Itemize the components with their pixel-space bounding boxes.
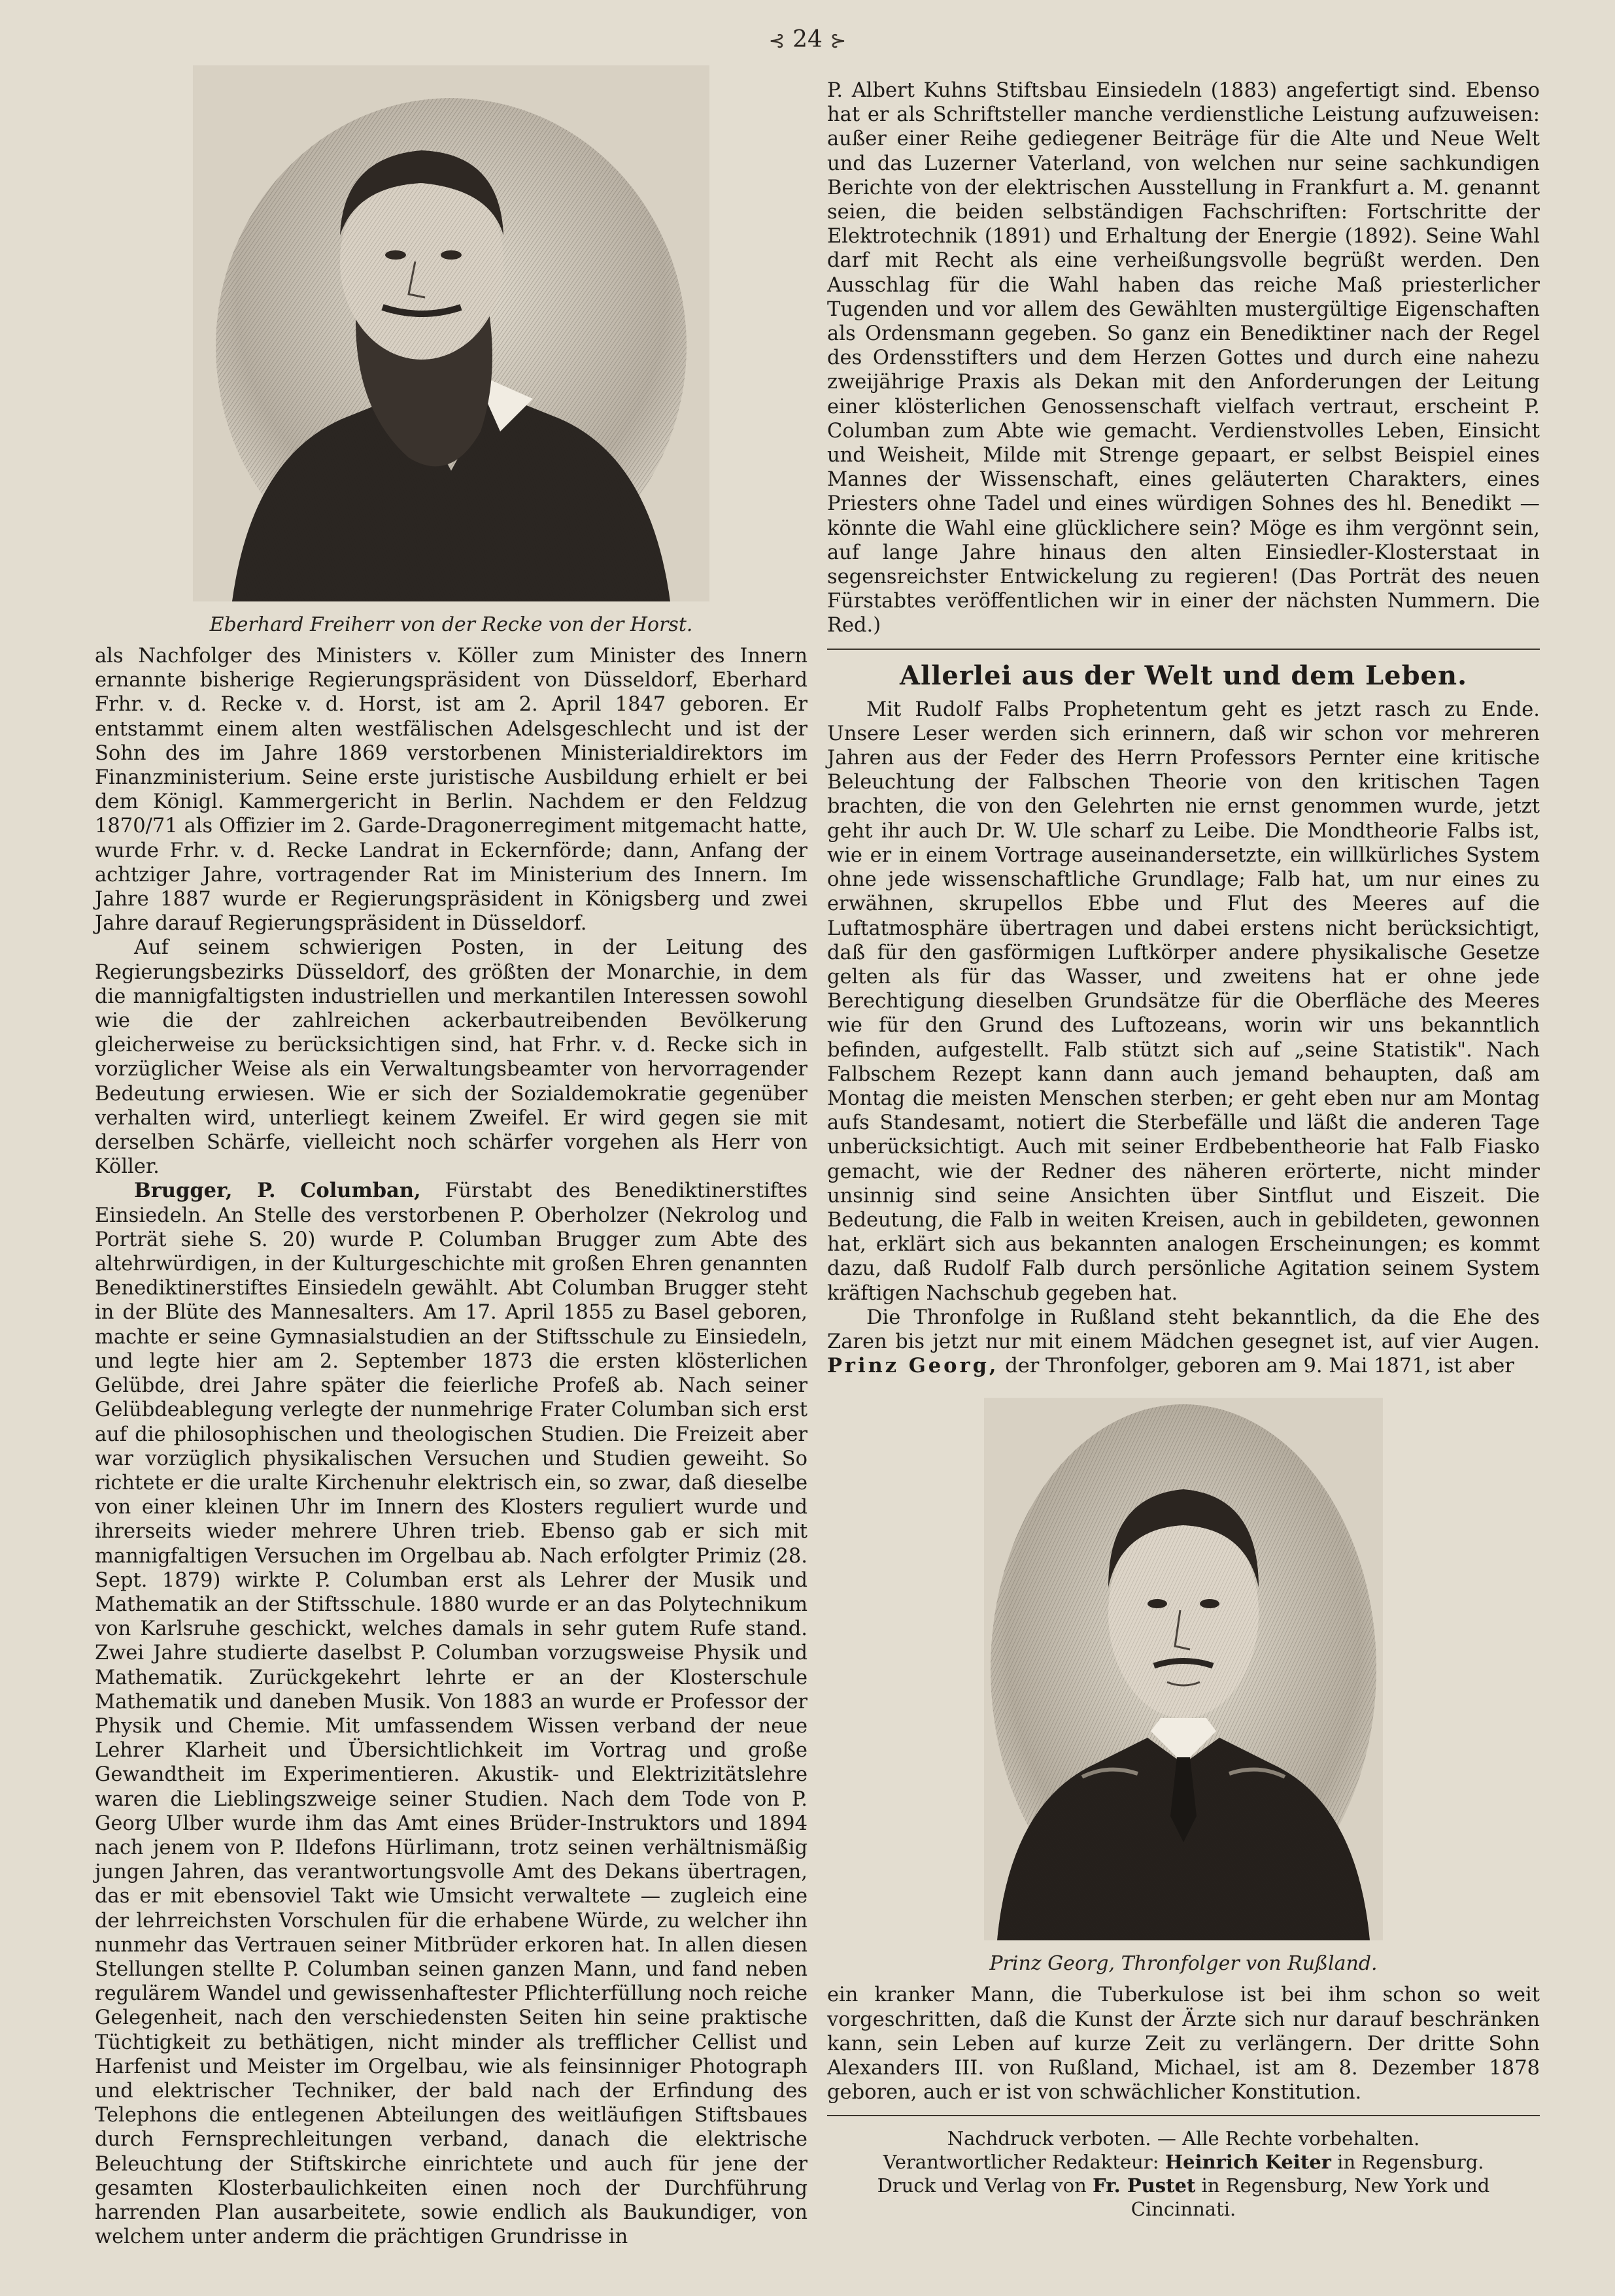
page-number-text: 24 [792,26,823,53]
imprint-line-3 [827,2174,1540,2221]
imprint-editor-place: in Regensburg. [1331,2151,1484,2174]
left-column [95,65,808,2249]
imprint-line-1: Nachdruck verboten. — Alle Rechte vorbehalten. [947,2127,1420,2150]
imprint-publisher-places: in Regensburg, New York und Cincinnati. [1130,2174,1490,2221]
article-thronfolge-a: Die Thronfolge in Rußland steht bekanntlich, da die Ehe des Zaren bis jetzt nur mit einem Mädchen gesegnet ist, auf vier Augen. [827,1306,1540,1353]
section-title: Allerlei aus der Welt und dem Leben. [899,660,1467,691]
portrait-prinz-georg [984,1398,1383,1940]
article-falb: Mit Rudolf Falbs Prophetentum geht es jetzt rasch zu Ende. Unsere Leser werden sich erinnern, daß wir schon vor mehreren Jahren aus der Feder des Herrn Professors Pernter eine kritische Beleuchtung der Falbschen Theorie von den kritischen Tagen brachten, die von den Gelehrten nie ernst genommen wurde, jetzt geht ihr auch Dr. W. Ule scharf zu Leibe. Die Mondtheorie Falbs ist, wie er in einem Vortrage auseinandersetzte, ein willkürliches System ohne jede wissenschaftliche Grundlage; Falb hat, um nur eines zu erwähnen, skrupellos Ebbe und Flut des Meeres auf die Luftatmosphäre übertragen und dabei erstens nicht berücksichtigt, daß für den gasförmigen Luftkörper andere physikalische Gesetze gelten als für das Wasser, und zweitens hat er ohne jede Berechtigung dieselben Grundsätze für die Oberfläche des Meeres wie für den Grund des Luftozeans, worin wir uns bekanntlich befinden, aufgestellt. Falb stützt sich auf „seine Statistik". Nach Falbschem Rezept kann dann auch jemand behaupten, daß am Montag die meisten Menschen sterben; er geht eben nur am Montag aufs Standesamt, notiert die Sterbefälle und läßt die anderen Tage unberücksichtigt. Auch mit seiner Erdbebentheorie hat Falb Fiasko gemacht, wie der Redner des näheren erörterte, nicht minder unsinnig sind seine Ansichten über Sintflut und Eiszeit. Die Bedeutung, die Falb in weiten Kreisen, auch in gebildeten, gewonnen hat, erklärt sich aus bekannten analogen Erscheinungen; es kommt dazu, daß Rudolf Falb durch persönliche Agitation seinem System kräftigen Nachschub gegeben hat. [827,698,1540,1305]
imprint-editor-name: Heinrich Keiter [1164,2151,1331,2174]
article-thronfolge-b: der Thronfolger, geboren am 9. Mai 1871, ist aber [998,1355,1514,1378]
section-divider [827,649,1540,650]
article-brugger [95,1179,808,2249]
imprint-publisher-label: Druck und Verlag von [877,2174,1093,2197]
portrait-recke-engraving [193,65,709,601]
article-recke-para-2: Auf seinem schwierigen Posten, in der Leitung des Regierungsbezirks Düsseldorf, des größten der Monarchie, in dem die mannigfaltigsten industriellen und merkantilen Interessen sowohl wie die der zahlreichen ackerbautreibenden Bevölkerung gleicherweise zu berücksichtigen sind, hat Frhr. v. d. Recke sich in vorzüglicher Weise als ein Verwaltungsbeamter von hervorragender Bedeutung erwiesen. Wie er sich der Sozialdemokratie gegenüber verhalten wird, unterliegt keinem Zweifel. Er wird gegen sie mit derselben Schärfe, vielleicht noch schärfer vorgehen als Herr von Köller. [95,936,808,1179]
ornament-left: ⊰ [768,29,785,52]
caption-prinz-georg: Prinz Georg, Thronfolger von Rußland. [989,1952,1378,1976]
portrait-recke [193,65,709,601]
article-brugger-lead: Brugger, P. Columban, [134,1179,421,1203]
imprint-line-2 [827,2150,1540,2174]
imprint-publisher-name: Fr. Pustet [1092,2174,1196,2197]
ornament-right: ⊱ [830,29,847,52]
footer-divider [827,2115,1540,2116]
portrait-georg-engraving [984,1398,1383,1940]
right-column [827,78,1540,2221]
article-recke-para-1: als Nachfolger des Ministers v. Köller zum Minister des Innern ernannte bisherige Regierungspräsident von Düsseldorf, Eberhard Frhr. v. d. Recke v. d. Horst, ist am 2. April 1847 geboren. Er entstammt einem alten westfälischen Adelsgeschlecht und ist der Sohn des im Jahre 1869 verstorbenen Ministerialdirektors im Finanzministerium. Seine erste juristische Ausbildung erhielt er bei dem Königl. Kammergericht in Berlin. Nachdem er den Feldzug 1870/71 als Offizier im 2. Garde-Dragonerregiment mitgemacht hatte, wurde Frhr. v. d. Recke Landrat in Eckernförde; dann, Anfang der achtziger Jahre, vortragender Rat im Ministerium des Innern. Im Jahre 1887 wurde er Regierungspräsident in Königsberg und zwei Jahre darauf Regierungspräsident in Düsseldorf. [95,645,808,936]
article-thronfolge-name: Prinz Georg, [827,1354,999,1378]
imprint-editor-label: Verantwortlicher Redakteur: [883,2151,1165,2174]
page-number [719,26,896,53]
imprint [827,2127,1540,2221]
article-thronfolge [827,1306,1540,1379]
caption-recke: Eberhard Freiherr von der Recke von der Horst. [209,613,693,636]
article-brugger-continued: P. Albert Kuhns Stiftsbau Einsiedeln (1883) angefertigt sind. Ebenso hat er als Schriftsteller manche verdienstliche Leistung aufzuweisen: außer einer Reihe gediegener Beiträge für die Alte und Neue Welt und das Luzerner Vaterland, von welchen nur seine sachkundigen Berichte von der elektrischen Ausstellung in Frankfurt a. M. genannt seien, die beiden selbständigen Fachschriften: Fortschritte der Elektrotechnik (1891) und Erhaltung der Energie (1892). Seine Wahl darf mit Recht als eine verheißungsvolle begrüßt werden. Den Ausschlag für die Wahl haben das reiche Maß priesterlicher Tugenden und vor allem des Gewählten mustergültige Eigenschaften als Ordensmann gegeben. So ganz ein Benediktiner nach der Regel des Ordensstifters und dem Herzen Gottes und durch eine nahezu zweijährige Praxis als Dekan mit den Anforderungen der Leitung einer klösterlichen Genossenschaft vielfach vertraut, erscheint P. Columban zum Abte wie gemacht. Verdienstvolles Leben, Einsicht und Weisheit, Milde mit Strenge gepaart, er selbst Beispiel eines Mannes der Wissenschaft, eines geläuterten Charakters, eines Priesters ohne Tadel und eines würdigen Sohnes des hl. Benedikt — könnte die Wahl eine glücklichere sein? Möge es ihm vergönnt sein, auf lange Jahre hinaus den alten Einsiedler-Klosterstaat in segensreichster Entwickelung zu regieren! (Das Porträt des neuen Fürstabtes veröffentlichen wir in einer der nächsten Nummern. Die Red.) [827,79,1540,637]
article-brugger-body: Fürstabt des Benediktinerstiftes Einsiedeln. An Stelle des verstorbenen P. Oberholzer (Nekrolog und Porträt siehe S. 20) wurde P. Columban Brugger zum Abte des altehrwürdigen, in der Kulturgeschichte mit großen Ehren genannten Benediktinerstiftes Einsiedeln gewählt. Abt Columban Brugger steht in der Blüte des Mannesalters. Am 17. April 1855 zu Basel geboren, machte er seine Gymnasialstudien an der Stiftsschule zu Einsiedeln, und legte hier am 2. September 1873 die ersten klösterlichen Gelübde, drei Jahre später die feierliche Profeß ab. Nach seiner Gelübdeablegung verlegte der nunmehrige Frater Columban sich erst auf die philosophischen und theologischen Studien. Die Freizeit aber war vorzüglich physikalischen Versuchen und Studien geweiht. So richtete er die uralte Kirchenuhr elektrisch ein, so zwar, daß dieselbe von einer kleinen Uhr im Innern des Klosters reguliert wurde und ihrerseits wieder mehrere Uhren trieb. Ebenso gab er sich mit mannigfaltigen Versuchen im Orgelbau ab. Nach erfolgter Primiz (28. Sept. 1879) wirkte P. Columban erst als Lehrer der Musik und Mathematik an der Stiftsschule. 1880 wurde er an das Polytechnikum von Karlsruhe geschickt, welches damals in sehr gutem Rufe stand. Zwei Jahre studierte daselbst P. Columban vorzugsweise Physik und Mathematik. Zurückgekehrt lehrte er an der Klosterschule Mathematik und daneben Musik. Von 1883 an wurde er Professor der Physik und Chemie. Mit umfassendem Wissen verband der neue Lehrer Klarheit und Übersichtlichkeit im Vortrag und große Gewandtheit im Experimentieren. Akustik- und Elektrizitätslehre waren die Lieblingszweige seiner Studien. Nach dem Tode von P. Georg Ulber wurde ihm das Amt eines Brüder-Instruktors und 1894 nach jenem von P. Ildefons Hürlimann, trotz seinen verhältnismäßig jungen Jahren, das verantwortungsvolle Amt des Dekans übertragen, das er mit ebensoviel Takt wie Umsicht verwaltete — zugleich eine der lehrreichsten Vorschulen für die erhabene Würde, zu welcher ihn nunmehr das Vertrauen seiner Mitbrüder erkoren hat. In allen diesen Stellungen stellte P. Columban seinen ganzen Mann, und fand neben regulärem Wandel und gewissenhaftester Pflichterfüllung noch reiche Gelegenheit, nach den verschiedensten Seiten hin seine praktische Tüchtigkeit zu bethätigen, nicht minder als trefflicher Cellist und Harfenist und Meister im Orgelbau, wie als feinsinniger Photograph und elektrischer Techniker, der bald nach der Erfindung des Telephons die entlegenen Abteilungen des weitläufigen Stiftsbaues durch Fernsprechleitungen verband, danach die elektrische Beleuchtung der Stiftskirche einrichtete und auch für jene der gesamten Klosterbaulichkeiten einen noch der Durchführung harrenden Plan ausarbeitete, sowie endlich als Baukundiger, von welchem unter anderm die prächtigen Grundrisse in [95,1179,808,2249]
article-thronfolge-continued: ein kranker Mann, die Tuberkulose ist bei ihm schon so weit vorgeschritten, daß die Kunst der Ärzte sich nur darauf beschränken kann, sein Leben auf kurze Zeit zu verlängern. Der dritte Sohn Alexanders III. von Rußland, Michael, ist am 8. Dezember 1878 geboren, auch er ist von schwächlicher Konstitution. [827,1984,1540,2104]
